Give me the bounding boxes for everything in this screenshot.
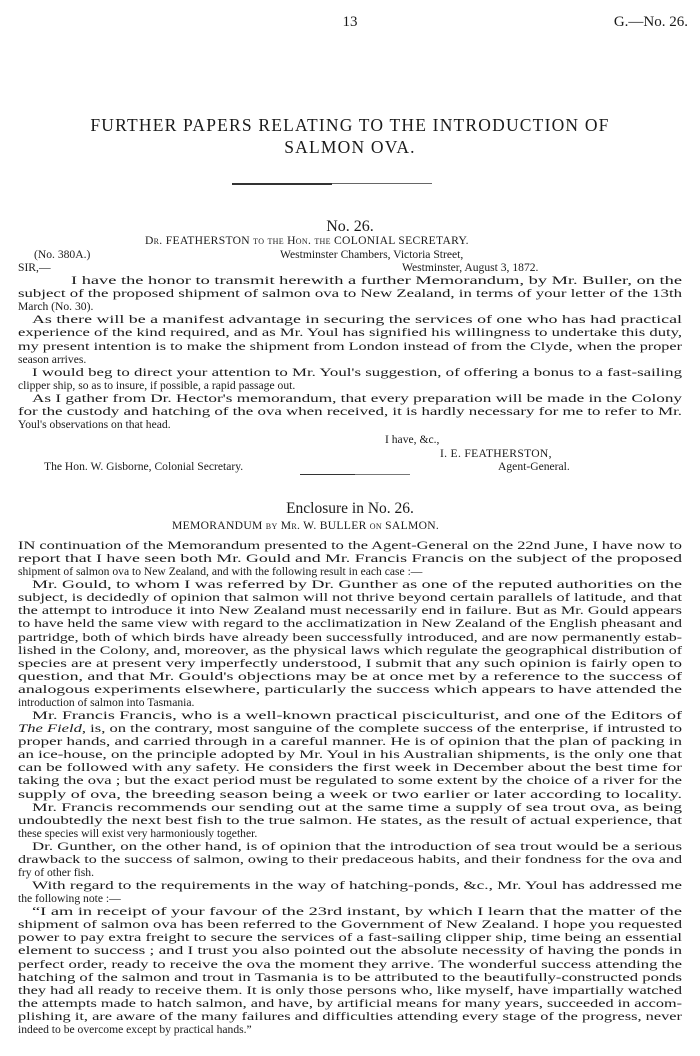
document-reference: G.—No. 26. bbox=[613, 14, 688, 30]
text-line: season arrives. bbox=[18, 352, 87, 366]
text-line: Mr. Gould, to whom I was referred by Dr. Gunther as one of the reputed authorities on the bbox=[32, 578, 682, 592]
text-line: hatching of the salmon and trout in Tasmania is to be attributed to the beautifully-constructed ponds bbox=[18, 970, 682, 984]
text-line: undoubtedly the next best fish to the true salmon. He states, as the result of actual experience, that bbox=[18, 813, 682, 827]
text-line: lished in the Colony, and, moreover, as the physical laws which regulate the geographical distribution of bbox=[18, 643, 682, 657]
text-line: the attempt to introduce it into New Zealand must necessarily end in failure. But as Mr. Gould appears bbox=[18, 604, 682, 618]
text-line: subject, is decidedly of opinion that salmon will not thrive beyond certain parallels of latitude, and that bbox=[18, 591, 682, 605]
letter-from-to: Dr. FEATHERSTON to the Hon. the COLONIAL SECRETARY. bbox=[145, 234, 469, 247]
divider-rule bbox=[355, 474, 410, 475]
text-line: analogous experiments elsewhere, particularly the success which appears to have attended the bbox=[18, 682, 682, 696]
text-line: Youl's observations on that head. bbox=[18, 418, 171, 432]
letter-signatory: I. E. FEATHERSTON, bbox=[440, 447, 552, 460]
text-line: shipment of salmon ova to New Zealand, and with the following result in each case :— bbox=[18, 565, 423, 579]
page-header bbox=[0, 14, 700, 34]
divider-rule bbox=[232, 183, 332, 185]
text-line: I would beg to direct your attention to Mr. Youl's suggestion, of offering a bonus to a fast-sailing bbox=[32, 365, 682, 379]
text-line: my present intention is to make the shipment from London instead of from the Clyde, when the proper bbox=[18, 339, 682, 353]
text-line: perfect order, ready to receive the ova the moment they arrive. The wonderful success attending the bbox=[18, 957, 682, 971]
text-line: taking the ova ; but the exact period must be regulated to some extent by the choice of a river for the bbox=[18, 774, 682, 788]
text-line: With regard to the requirements in the way of hatching-ponds, &c., Mr. Youl has addressed me bbox=[32, 879, 682, 893]
letter-salutation: SIR,— bbox=[18, 261, 51, 274]
letter-signatory-title: Agent-General. bbox=[498, 460, 570, 473]
text-line: “I am in receipt of your favour of the 23rd instant, by which I learn that the matter of the bbox=[32, 905, 682, 919]
divider-rule bbox=[332, 183, 432, 184]
page-number: 13 bbox=[342, 14, 358, 30]
enclosure-heading: Enclosure in No. 26. bbox=[286, 500, 414, 517]
text-line: As there will be a manifest advantage in securing the services of one who has had practical bbox=[32, 313, 682, 327]
letter-number-heading: No. 26. bbox=[326, 218, 374, 235]
letter-address-line-2: Westminster, August 3, 1872. bbox=[402, 261, 539, 274]
text-line: subject of the proposed shipment of salmon ova to New Zealand, in terms of your letter of the 13th bbox=[18, 287, 682, 301]
text-line: March (No. 30). bbox=[18, 300, 94, 314]
text-line: Dr. Gunther, on the other hand, is of opinion that the introduction of sea trout would be a serious bbox=[32, 839, 682, 853]
text-line: drawback to the success of salmon, owing to their predaceous habits, and their fondness for the ova and bbox=[18, 852, 682, 866]
text-line: I have the honor to transmit herewith a further Memorandum, by Mr. Buller, on the bbox=[71, 274, 682, 287]
letter-closing: I have, &c., bbox=[385, 433, 440, 446]
text-line: indeed to be overcome except by practical hands.” bbox=[18, 1022, 252, 1036]
text-line: the attempts made to hatch salmon, and have, by artificial means for many years, succeeded in accom- bbox=[18, 996, 682, 1010]
text-line: Mr. Francis recommends our sending out at the same time a supply of sea trout ova, as being bbox=[32, 800, 682, 814]
page-title-line-1: FURTHER PAPERS RELATING TO THE INTRODUCTION OF bbox=[90, 115, 610, 135]
text-line: an ice-house, on the principle adopted by Mr. Youl in his Australian shipments, is the only one that bbox=[18, 748, 682, 762]
text-line: proper hands, and carried through in a careful manner. He is of opinion that the plan of packing in bbox=[18, 735, 682, 749]
text-line: power to pay extra freight to secure the services of a fast-sailing clipper ship, time being an essential bbox=[18, 931, 682, 945]
text-line: clipper ship, so as to insure, if possible, a rapid passage out. bbox=[18, 378, 296, 392]
divider-rule bbox=[300, 474, 355, 475]
text-line: experience of the kind required, and as Mr. Youl has signified his willingness to undertake this duty, bbox=[18, 326, 682, 340]
text-line: Mr. Francis Francis, who is a well-known practical pisciculturist, and one of the Editors of bbox=[32, 709, 682, 723]
text-line: partridge, both of which birds have already been successfully introduced, and are now permanently estab- bbox=[18, 630, 682, 644]
text-line: The Field, is, on the contrary, most sanguine of the complete success of the enterprise, if intrusted to bbox=[18, 722, 683, 736]
publication-title: The Field bbox=[18, 722, 82, 736]
text-line: element to success ; and I trust you also pointed out the absolute necessity of having the ponds in bbox=[18, 944, 682, 958]
text-line: IN continuation of the Memorandum presented to the Agent-General on the 22nd June, I have now to bbox=[18, 539, 682, 552]
text-line: shipment of salmon ova has been referred to the Government of New Zealand. I hope you requested bbox=[18, 918, 682, 932]
text-line: fry of other fish. bbox=[18, 866, 94, 879]
text-line: supply of ova, the breeding season being a week or two earlier or later according to locality. bbox=[18, 787, 682, 801]
text-line: introduction of salmon into Tasmania. bbox=[18, 695, 195, 709]
text-line: question, and that Mr. Gould's objections may be at once met by a reference to the success of bbox=[18, 669, 682, 683]
text-line: As I gather from Dr. Hector's memorandum, that every preparation will be made in the Colony bbox=[32, 391, 682, 405]
page-title bbox=[0, 114, 700, 158]
text-line: can be followed with any safety. He considers the first week in December about the best time for bbox=[18, 761, 682, 775]
text-line: report that I have seen both Mr. Gould and Mr. Francis Francis on the subject of the proposed bbox=[18, 552, 682, 566]
text-line: to have held the same view with regard to the acclimatization in New Zealand of the English pheasant and bbox=[18, 617, 682, 631]
enclosure-subheading: MEMORANDUM by Mr. W. BULLER on SALMON. bbox=[172, 519, 440, 532]
text-line: they had all ready to receive them. It is only those persons who, like myself, have impartially watched bbox=[18, 983, 682, 997]
text-line: these species will exist very harmoniously together. bbox=[18, 826, 258, 840]
text-line: the following note :— bbox=[18, 892, 121, 906]
letter-addressee: The Hon. W. Gisborne, Colonial Secretary. bbox=[44, 460, 244, 473]
page-title-line-2: SALMON OVA. bbox=[284, 137, 416, 157]
text-line: for the custody and hatching of the ova when received, it is hardly necessary for me to refer to Mr. bbox=[18, 405, 682, 418]
letter-ref-number: (No. 380A.) bbox=[34, 248, 91, 261]
text-line: species are at present very imperfectly understood, I submit that any such opinion is fairly open to bbox=[18, 656, 682, 670]
text-line: plishing it, are aware of the many failures and difficulties attending every stage of the progress, never bbox=[18, 1009, 682, 1023]
letter-address-line-1: Westminster Chambers, Victoria Street, bbox=[280, 248, 464, 261]
